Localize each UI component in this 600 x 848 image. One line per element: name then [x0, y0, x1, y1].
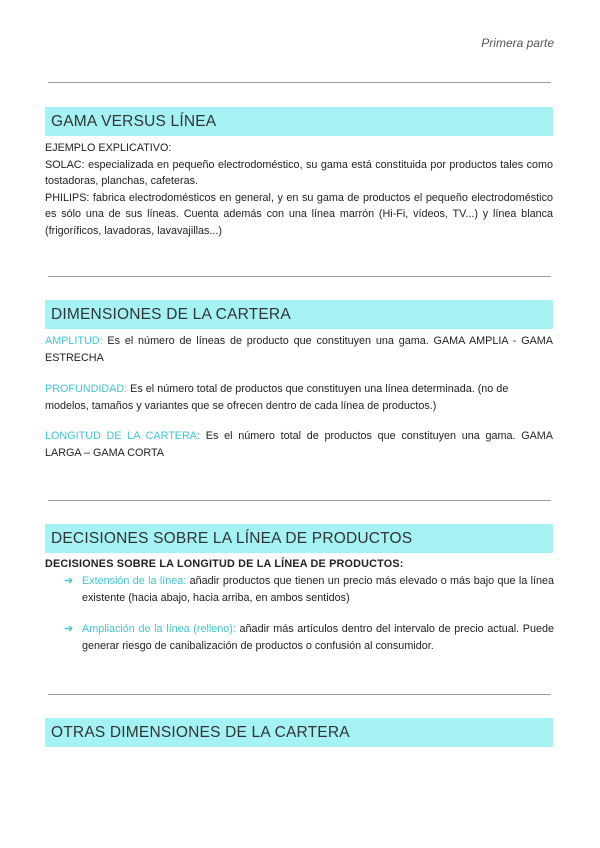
section-divider — [48, 500, 551, 501]
example-label: EJEMPLO EXPLICATIVO: — [45, 142, 172, 154]
bullet-text: añadir productos que tienen un precio más elevado o más bajo que la línea existente (hacia abajo, hacia arriba, en ambos sentidos) — [82, 575, 554, 604]
definition-term: AMPLITUD: — [45, 335, 103, 347]
section-heading-band — [45, 524, 553, 553]
section-divider — [48, 694, 551, 695]
bullet-term: Ampliación de la línea (relleno): — [82, 623, 236, 635]
section-title: OTRAS DIMENSIONES DE LA CARTERA — [51, 724, 350, 741]
section-heading-band — [45, 718, 553, 747]
definition-term: LONGITUD DE LA CARTERA: — [45, 430, 201, 442]
example-solac: SOLAC: especializada en pequeño electrodoméstico, su gama está constituida por productos tales como tostadoras, planchas, cafeteras. — [45, 158, 553, 187]
section-title: GAMA VERSUS LÍNEA — [51, 113, 217, 130]
definition-text: Es el número total de productos que constituyen una gama. GAMA LARGA – GAMA CORTA — [45, 430, 554, 459]
subheading: DECISIONES SOBRE LA LONGITUD DE LA LÍNEA DE PRODUCTOS: — [45, 558, 404, 570]
bullet-item-extension — [64, 573, 554, 606]
arrow-right-icon: ➔ — [64, 623, 74, 635]
page-header-note: Primera parte — [481, 36, 554, 50]
definition-text: Es el número total de productos que constituyen una línea determinada. (no de modelos, tamaños y variantes que se ofrecen dentro de cada línea de productos.) — [45, 383, 509, 412]
section-title: DIMENSIONES DE LA CARTERA — [51, 306, 291, 323]
bullet-text: añadir más artículos dentro del intervalo de precio actual. Puede generar riesgo de canibalización de productos o confusión al consumidor. — [82, 623, 554, 652]
definition-amplitud — [45, 333, 553, 366]
bullet-item-ampliacion — [64, 621, 554, 654]
section-divider — [48, 82, 551, 83]
section-body — [45, 140, 553, 239]
definition-term: PROFUNDIDAD: — [45, 383, 128, 395]
bullet-term: Extensión de la línea: — [82, 575, 187, 587]
section-title: DECISIONES SOBRE LA LÍNEA DE PRODUCTOS — [51, 530, 413, 547]
example-philips: PHILIPS: fabrica electrodomésticos en general, y en su gama de productos el pequeño electrodoméstico es sólo una de sus líneas. Cuenta además con una línea marrón (Hi-Fi, vídeos, TV...) y línea blanca (frigoríficos, lavadoras, lavavajillas...) — [45, 191, 553, 237]
definition-text: Es el número de líneas de producto que constituyen una gama. GAMA AMPLIA - GAMA ESTRECHA — [45, 335, 553, 364]
definition-longitud — [45, 428, 553, 461]
definition-profundidad — [45, 381, 553, 414]
section-heading-band — [45, 300, 553, 329]
arrow-right-icon: ➔ — [64, 575, 74, 587]
section-divider — [48, 276, 551, 277]
section-heading-band — [45, 107, 553, 136]
